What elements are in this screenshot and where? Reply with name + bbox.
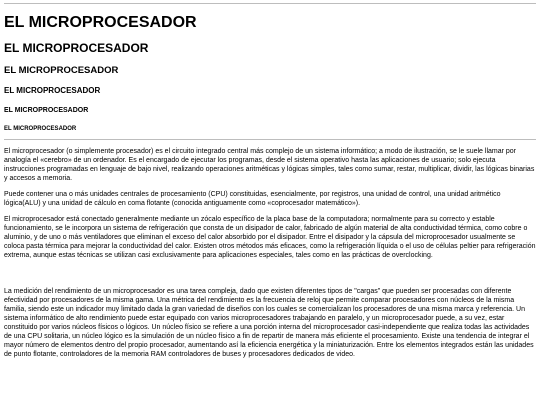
paragraph-performance: La medición del rendimiento de un microprocesador es una tarea compleja, dado que existen diferentes tipos de "cargas" que pueden ser procesadas con diferente efectividad por procesadores de la misma gama. Una métrica del rendimiento es la frecuencia de reloj que permite comparar procesadores con núcleos de la misma familia, siendo este un indicador muy limitado dada la gran variedad de diseños con los cuales se comercializan los procesadores de una misma marca y referencia. Un sistema informático de alto rendimiento puede estar equipado con varios microprocesadores trabajando en paralelo, y un microprocesador puede, a su vez, estar constituido por varios núcleos físicos o lógicos. Un núcleo físico se refiere a una porción interna del microprocesador casi-independiente que realiza todas las actividades de una CPU solitaria, un núcleo lógico es la simulación de un núcleo físico a fin de repartir de manera más eficiente el procesamiento. Existe una tendencia de integrar el mayor número de elementos dentro del propio procesador, aumentando así la eficiencia energética y la miniaturización. Entre los elementos integrados están las unidades de punto flotante, controladores de la memoria RAM controladores de buses y procesadores dedicados de video. — [4, 288, 534, 359]
paragraph-cooling: El microprocesador está conectado generalmente mediante un zócalo específico de la placa base de la computadora; normalmente para su correcto y estable funcionamiento, se le incorpora un sistema de refrigeración que consta de un disipador de calor, fabricado de algún material de alta conductividad térmica, como cobre o aluminio, y de uno o más ventiladores que eliminan el exceso del calor absorbido por el disipador. Entre el disipador y la cápsula del microprocesador usualmente se coloca pasta térmica para mejorar la conductividad del calor. Existen otros métodos más eficaces, como la refrigeración líquida o el uso de células peltier para refrigeración extrema, aunque estas técnicas se utilizan casi exclusivamente para aplicaciones especiales, tales como en las prácticas de overclocking. — [4, 216, 536, 260]
document-page — [0, 3, 540, 408]
heading-level-2: EL MICROPROCESADOR — [4, 40, 149, 55]
heading-level-6: EL MICROPROCESADOR — [4, 125, 77, 132]
paragraph-intro: El microprocesador (o simplemente procesador) es el circuito integrado central más complejo de un sistema informático; a modo de ilustración, se le suele llamar por analogía el «cerebro» de un ordenador. Es el encargado de ejecutar los programas, desde el sistema operativo hasta las aplicaciones de usuario; solo ejecuta instrucciones programadas en lenguaje de bajo nivel, realizando operaciones aritméticas y lógicas simples, tales como sumar, restar, multiplicar, dividir, las lógicas binarias y accesos a memoria. — [4, 148, 535, 183]
section-divider — [4, 139, 536, 140]
heading-level-4: EL MICROPROCESADOR — [4, 86, 101, 96]
heading-level-1: EL MICROPROCESADOR — [4, 14, 197, 31]
top-divider — [4, 3, 536, 4]
paragraph-cpu-units: Puede contener una o más unidades centrales de procesamiento (CPU) constituidas, esencialmente, por registros, una unidad de control, una unidad aritmético lógica(ALU) y una unidad de cálculo en coma flotante (conocida antiguamente como «coprocesador matemático»). — [4, 191, 501, 208]
heading-level-3: EL MICROPROCESADOR — [4, 64, 119, 76]
heading-level-5: EL MICROPROCESADOR — [4, 107, 89, 115]
